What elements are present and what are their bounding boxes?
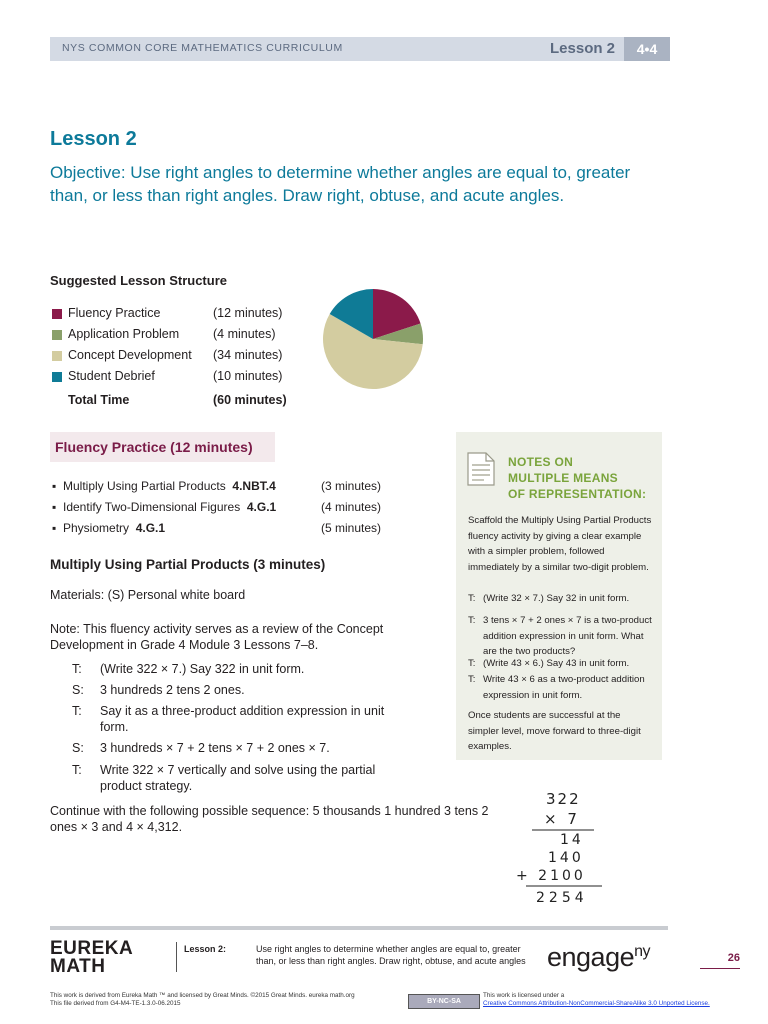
legend-swatch — [52, 351, 62, 361]
legend-swatch — [52, 330, 62, 340]
structure-label: Application Problem — [68, 327, 180, 341]
notes-document-icon — [466, 451, 496, 487]
header-lesson: Lesson 2 — [550, 40, 616, 57]
notes-speaker: T: — [468, 674, 476, 685]
handwritten-multiplication — [510, 786, 620, 908]
structure-minutes: (34 minutes) — [213, 348, 283, 362]
notes-speaker: T: — [468, 658, 476, 669]
module-badge: 4•4 — [624, 37, 670, 61]
dialogue-line — [72, 762, 412, 794]
engage-text: engage — [547, 942, 635, 972]
legend-swatch — [52, 309, 62, 319]
cc-license-badge: BY-NC-SA — [408, 994, 480, 1009]
footer-rule — [50, 926, 668, 930]
total-time-minutes: (60 minutes) — [213, 393, 287, 407]
continue-sequence: Continue with the following possible sequence: 5 thousands 1 hundred 3 tens 2 ones × 3 and 4 × 4,312. — [50, 804, 489, 834]
lesson-structure-pie-chart — [322, 288, 424, 390]
structure-label: Fluency Practice — [68, 306, 161, 320]
legend-swatch — [52, 372, 62, 382]
fluency-item-text — [63, 521, 165, 535]
license-link[interactable]: Creative Commons Attribution-NonCommercial-ShareAlike 3.0 Unported License. — [483, 1000, 710, 1007]
structure-minutes: (4 minutes) — [213, 327, 276, 341]
fluency-item-minutes: (3 minutes) — [321, 479, 382, 493]
fluency-item-minutes: (5 minutes) — [321, 521, 382, 535]
bullet-icon: ▪ — [52, 479, 57, 493]
notes-text: Write 43 × 6 as a two-product addition expression in unit form. — [483, 674, 645, 701]
dialogue-speaker: T: — [72, 763, 82, 777]
fluency-item-text — [63, 479, 276, 493]
notes-speaker: T: — [468, 615, 476, 626]
fluency-item-text — [63, 500, 276, 514]
notes-text: (Write 43 × 6.) Say 43 in unit form. — [483, 658, 630, 669]
dialogue-line — [72, 703, 412, 735]
notes-text: 3 tens × 7 + 2 ones × 7 is a two-product addition expression in unit form. What are the two products? — [483, 615, 652, 657]
dialogue-speaker: S: — [72, 683, 84, 697]
notes-intro: Scaffold the Multiply Using Partial Products fluency activity by giving a clear example with a simpler problem, followed immediately by a similar two-digit problem. — [468, 515, 652, 573]
structure-label: Student Debrief — [68, 369, 155, 383]
structure-title: Suggested Lesson Structure — [50, 273, 227, 288]
activity-note: Note: This fluency activity serves as a review of the Concept Development in Grade 4 Module 3 Lessons 7–8. — [50, 622, 384, 652]
fluency-item-label: Physiometry — [63, 521, 130, 535]
curriculum-title: NYS COMMON CORE MATHEMATICS CURRICULUM — [62, 42, 343, 54]
fluency-heading: Fluency Practice (12 minutes) — [55, 439, 253, 455]
footer-objective: Use right angles to determine whether angles are equal to, greater than, or less than right angles. Draw right, obtuse, and acute angles — [256, 944, 526, 966]
notes-speaker: T: — [468, 593, 476, 604]
fluency-item — [50, 479, 410, 497]
bullet-icon: ▪ — [52, 500, 57, 514]
hw-line: + 2100 — [516, 868, 586, 884]
structure-label: Concept Development — [68, 348, 192, 362]
fluency-item-minutes: (4 minutes) — [321, 500, 382, 514]
notes-outro: Once students are successful at the simpler level, move forward to three-digit examples. — [468, 710, 641, 752]
footer-divider — [176, 942, 177, 972]
fluency-item-label: Identify Two-Dimensional Figures — [63, 500, 241, 514]
logo-line: EUREKA — [50, 938, 134, 959]
dialogue-speaker: T: — [72, 662, 82, 676]
notes-heading-line: MULTIPLE MEANS — [508, 471, 618, 485]
dialogue-text: 3 hundreds × 7 + 2 tens × 7 + 2 ones × 7. — [100, 741, 330, 755]
dialogue-speaker: T: — [72, 704, 82, 718]
engage-sup: ny — [634, 943, 651, 960]
hw-line: 322 — [546, 790, 581, 808]
dialogue-text: 3 hundreds 2 tens 2 ones. — [100, 683, 245, 697]
dialogue-speaker: S: — [72, 741, 84, 755]
notes-heading — [508, 454, 646, 502]
hw-line: 2254 — [536, 890, 588, 906]
notes-text: (Write 32 × 7.) Say 32 in unit form. — [483, 593, 630, 604]
notes-heading-line: OF REPRESENTATION: — [508, 487, 647, 501]
footer-lesson: Lesson 2: — [184, 944, 227, 954]
activity-title: Multiply Using Partial Products (3 minutes) — [50, 557, 326, 572]
notes-heading-line: NOTES ON — [508, 455, 574, 469]
engageny-logo — [547, 942, 650, 973]
fluency-item — [50, 521, 410, 539]
logo-line: MATH — [50, 956, 106, 977]
dialogue-text: Say it as a three-product addition expression in unit form. — [100, 704, 385, 734]
eureka-math-logo — [50, 940, 133, 976]
fluency-item-label: Multiply Using Partial Products — [63, 479, 226, 493]
dialogue-text: (Write 322 × 7.) Say 322 in unit form. — [100, 662, 305, 676]
structure-minutes: (10 minutes) — [213, 369, 283, 383]
lesson-objective: Objective: Use right angles to determine whether angles are equal to, greater than, or less than right angles. Draw right, obtuse, and acute angles. — [50, 163, 631, 205]
page-number: 26 — [727, 952, 740, 964]
lesson-title: Lesson 2 — [50, 128, 137, 150]
page-number-underline — [700, 968, 740, 969]
hw-line: × 7 — [544, 810, 580, 828]
license-text: This work is licensed under a — [483, 992, 565, 999]
total-time-label: Total Time — [68, 393, 130, 407]
hw-line: 140 — [548, 850, 584, 866]
materials-line: Materials: (S) Personal white board — [50, 588, 246, 602]
structure-minutes: (12 minutes) — [213, 306, 283, 320]
dialogue-text: Write 322 × 7 vertically and solve using the partial product strategy. — [100, 763, 376, 793]
fluency-item — [50, 500, 410, 518]
fluency-item-standard: 4.G.1 — [135, 521, 166, 535]
hw-line: 14 — [560, 832, 584, 848]
license-left: This work is derived from Eureka Math ™ and licensed by Great Minds. ©2015 Great Minds. eureka math.org This file derived from G4-M4-TE-1.3.0-06.2015 — [50, 992, 355, 1007]
license-right — [483, 992, 753, 1008]
bullet-icon: ▪ — [52, 521, 57, 535]
fluency-item-standard: 4.NBT.4 — [232, 479, 276, 493]
fluency-item-standard: 4.G.1 — [246, 500, 277, 514]
